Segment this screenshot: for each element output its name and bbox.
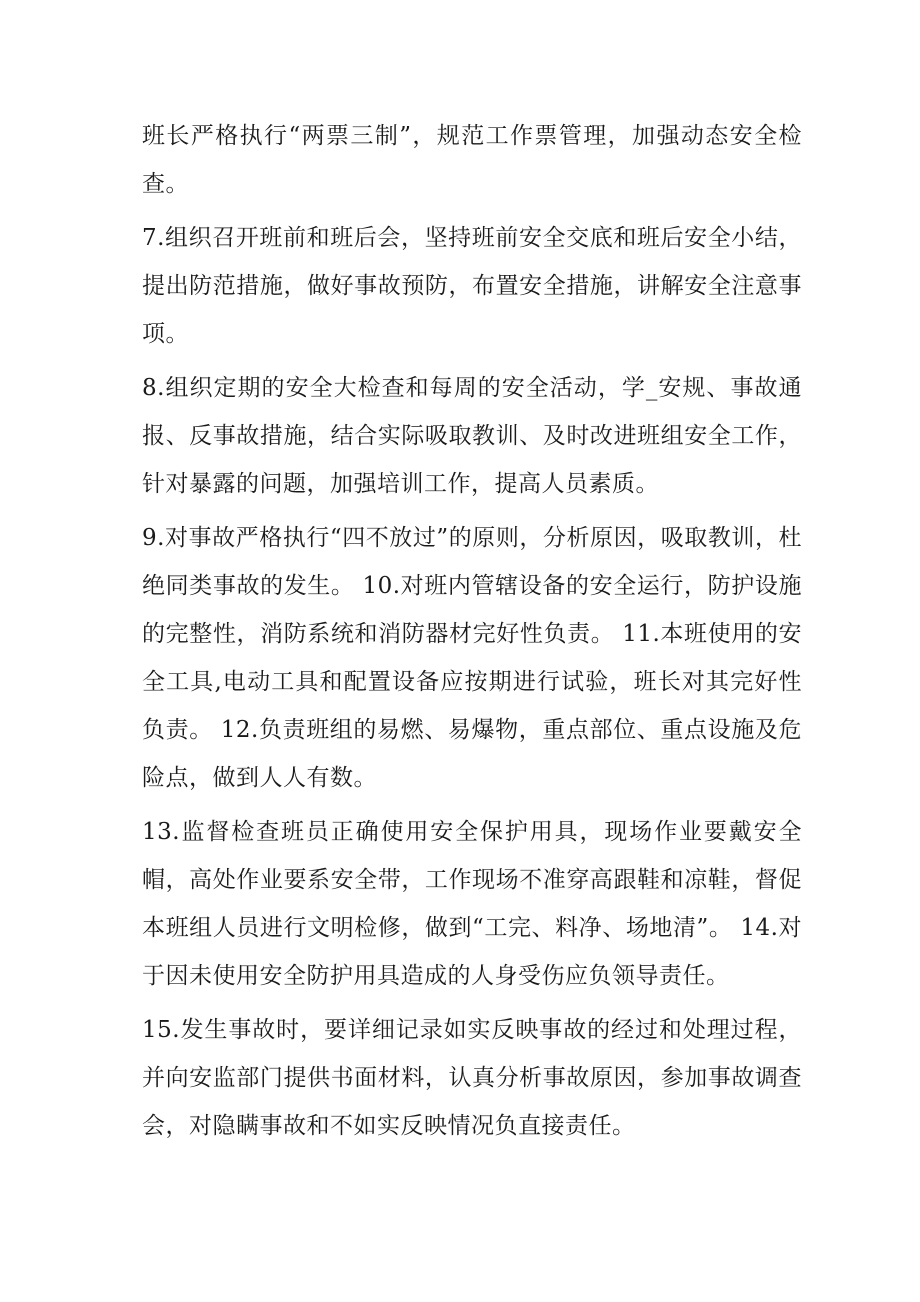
paragraph-item-15: 15.发生事故时，要详细记录如实反映事故的经过和处理过程，并向安监部门提供书面材料，认真分析事故原因，参加事故调查会，对隐瞒事故和不如实反映情况负直接责任。 (142, 1017, 802, 1139)
paragraph-item-8: 8.组织定期的安全大检查和每周的安全活动，学_安规、事故通报、反事故措施，结合实际吸取教训、及时改进班组安全工作，针对暴露的问题，加强培训工作，提高人员素质。 (142, 375, 802, 497)
paragraph-continuation: 班长严格执行“两票三制”，规范工作票管理，加强动态安全检查。 (142, 123, 802, 197)
paragraph-items-13-14: 13.监督检查班员正确使用安全保护用具，现场作业要戴安全帽，高处作业要系安全带，工作现场不准穿高跟鞋和凉鞋，督促本班组人员进行文明检修，做到“工完、料净、场地清”。 14.对于因未使用安全防护用具造成的人身受伤应负领导责任。 (142, 819, 802, 989)
paragraph-item-7: 7.组织召开班前和班后会，坚持班前安全交底和班后安全小结，提出防范措施，做好事故预防，布置安全措施，讲解安全注意事项。 (142, 225, 802, 347)
document-body (142, 112, 802, 1156)
paragraph-items-9-12: 9.对事故严格执行“四不放过”的原则，分析原因，吸取教训，杜绝同类事故的发生。 10.对班内管辖设备的安全运行，防护设施的完整性，消防系统和消防器材完好性负责。 11.本班使用的安全工具,电动工具和配置设备应按期进行试验，班长对其完好性负责。 12.负责班组的易燃、易爆物，重点部位、重点设施及危险点，做到人人有数。 (142, 525, 802, 791)
